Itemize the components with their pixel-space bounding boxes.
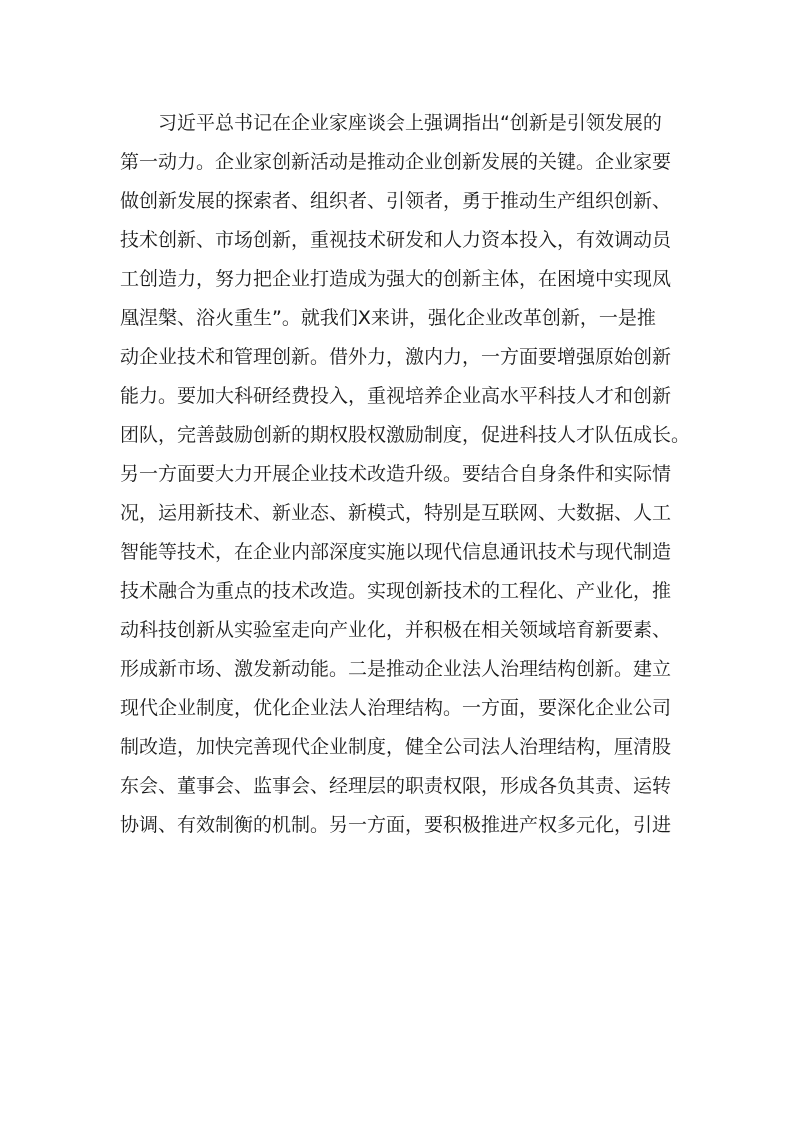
text-line: 另一方面要大力开展企业技术改造升级。要结合自身条件和实际情 (120, 463, 672, 485)
text-line: 能力。要加大科研经费投入，重视培养企业高水平科技人才和创新 (120, 385, 672, 407)
text-line: 制改造，加快完善现代企业制度，健全公司法人治理结构，厘清股 (120, 736, 672, 758)
text-line: 况，运用新技术、新业态、新模式，特别是互联网、大数据、人工 (120, 502, 672, 524)
text-line: 形成新市场、激发新动能。二是推动企业法人治理结构创新。建立 (120, 658, 672, 680)
text-line: 智能等技术，在企业内部深度实施以现代信息通讯技术与现代制造 (120, 541, 672, 563)
text-line: 团队，完善鼓励创新的期权股权激励制度，促进科技人才队伍成长。 (120, 424, 691, 446)
text-line: 第一动力。企业家创新活动是推动企业创新发展的关键。企业家要 (120, 151, 672, 173)
text-line: 技术融合为重点的技术改造。实现创新技术的工程化、产业化，推 (120, 580, 672, 602)
text-line: 做创新发展的探索者、组织者、引领者，勇于推动生产组织创新、 (120, 190, 672, 212)
text-line: 工创造力，努力把企业打造成为强大的创新主体，在困境中实现凤 (120, 268, 672, 290)
text-line: 凰涅槃、浴火重生”。就我们X来讲，强化企业改革创新，一是推 (120, 307, 656, 329)
text-line: 动科技创新从实验室走向产业化，并积极在相关领域培育新要素、 (120, 619, 672, 641)
text-line: 动企业技术和管理创新。借外力，激内力，一方面要增强原始创新 (120, 346, 672, 368)
text-line: 技术创新、市场创新，重视技术研发和人力资本投入，有效调动员 (120, 229, 672, 251)
text-line: 习近平总书记在企业家座谈会上强调指出“创新是引领发展的 (158, 112, 662, 134)
text-line: 现代企业制度，优化企业法人治理结构。一方面，要深化企业公司 (120, 697, 672, 719)
text-line: 协调、有效制衡的机制。另一方面，要积极推进产权多元化，引进 (120, 814, 672, 836)
text-line: 东会、董事会、监事会、经理层的职责权限，形成各负其责、运转 (120, 775, 672, 797)
body-paragraph (120, 104, 691, 845)
